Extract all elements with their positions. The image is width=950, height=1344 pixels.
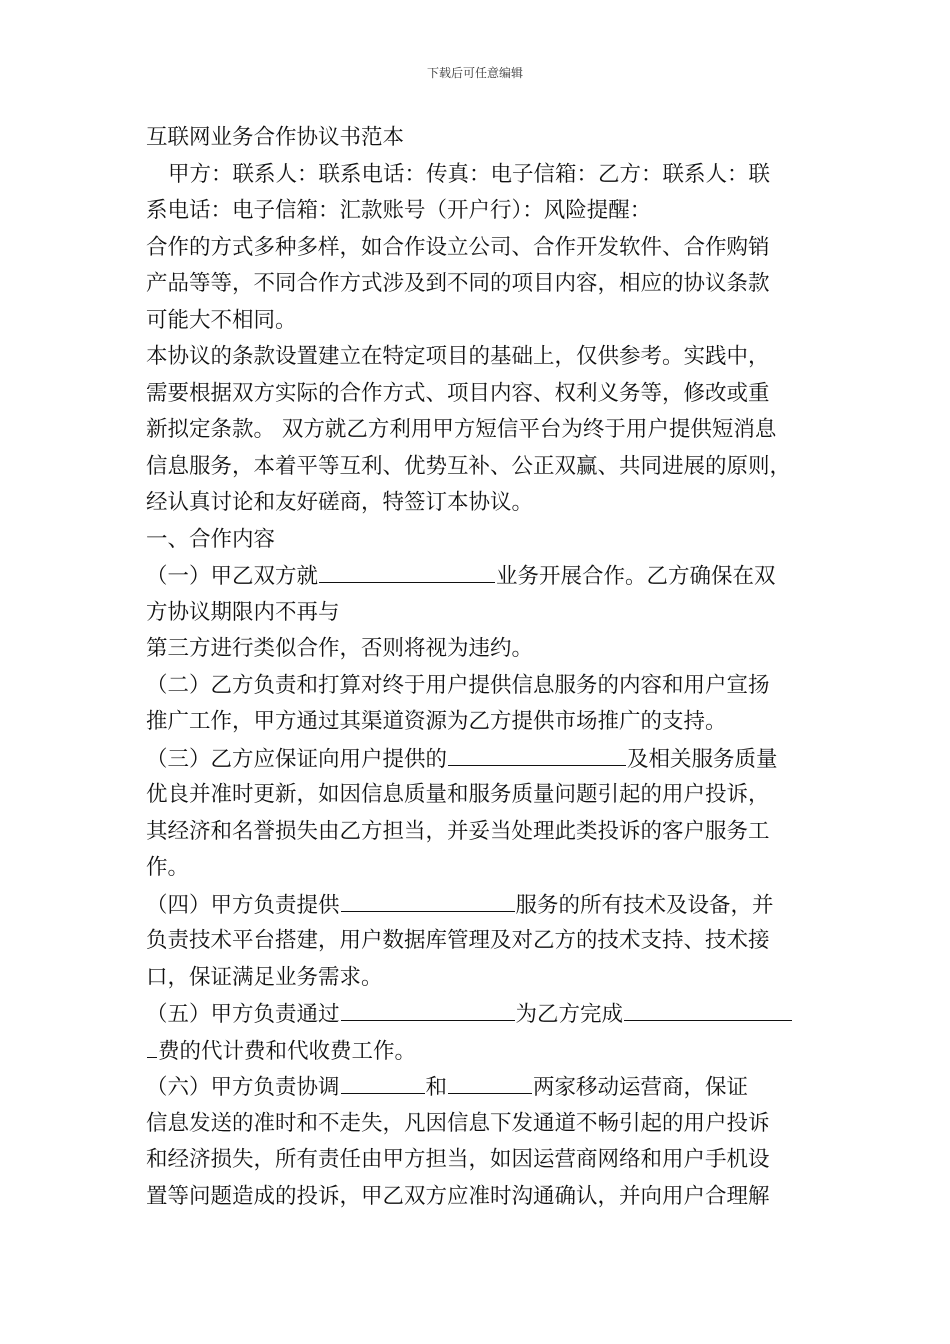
paragraph-line: 口，保证满足业务需求。	[146, 964, 383, 990]
paragraph-line: 优良并准时更新，如因信息质量和服务质量问题引起的用户投诉，	[146, 782, 770, 807]
clause-3-line	[146, 741, 811, 778]
fill-in-blank	[341, 887, 515, 912]
clause-1-line	[146, 558, 811, 595]
fill-in-blank	[341, 996, 515, 1021]
clause-6-line	[146, 1069, 811, 1106]
clause-text: 和	[425, 1075, 448, 1100]
paragraph-line: 方协议期限内不再与	[146, 599, 340, 625]
paragraph-line: 甲方：联系人：联系电话：传真：电子信箱：乙方：联系人：联	[168, 161, 771, 187]
document-body	[146, 120, 811, 1215]
document-title: 互联网业务合作协议书范本	[146, 125, 405, 150]
clause-text: 费的代计费和代收费工作。	[158, 1038, 417, 1064]
paragraph-line: 其经济和名誉损失由乙方担当，并妥当处理此类投诉的客户服务工	[146, 818, 770, 844]
paragraph-line: 作。	[146, 855, 190, 880]
paragraph-line: 本协议的条款设置建立在特定项目的基础上，仅供参考。实践中，	[146, 344, 770, 369]
clause-5-line	[146, 996, 811, 1033]
fill-in-blank	[448, 1069, 532, 1094]
paragraph-line: 新拟定条款。 双方就乙方利用甲方短信平台为终于用户提供短消息	[146, 417, 777, 442]
clause-text: 两家移动运营商，保证	[533, 1075, 749, 1100]
clause-text: （五）甲方负责通过	[146, 1002, 340, 1027]
clause-text: 及相关服务质量	[627, 746, 778, 772]
fill-in-blank	[319, 558, 495, 583]
paragraph-line: 信息服务，本着平等互利、优势互补、公正双赢、共同进展的原则，	[146, 453, 792, 479]
paragraph-line: 可能大不相同。	[146, 307, 297, 333]
fill-in-blank	[147, 1033, 157, 1058]
clause-2-line: （二）乙方负责和打算对终于用户提供信息服务的内容和用户宣扬	[146, 672, 770, 698]
clause-4-line	[146, 887, 811, 924]
clause-text: （四）甲方负责提供	[146, 892, 340, 918]
paragraph-line: 经认真讨论和友好磋商，特签订本协议。	[146, 490, 534, 515]
paragraph-line: 负责技术平台搭建，用户数据库管理及对乙方的技术支持、技术接	[146, 928, 770, 953]
fill-in-blank	[341, 1069, 425, 1094]
clause-text: 为乙方完成	[515, 1002, 624, 1027]
paragraph-line	[146, 1033, 811, 1070]
paragraph-line: 需要根据双方实际的合作方式、项目内容、权利义务等，修改或重	[146, 380, 770, 406]
paragraph-line: 产品等等，不同合作方式涉及到不同的项目内容，相应的协议条款	[146, 271, 770, 296]
fill-in-blank	[624, 996, 792, 1021]
section-heading: 一、合作内容	[146, 526, 276, 552]
clause-text: （一）甲乙双方就	[146, 564, 319, 589]
paragraph-line: 第三方进行类似合作，否则将视为违约。	[146, 636, 534, 661]
paragraph-line: 推广工作，甲方通过其渠道资源为乙方提供市场推广的支持。	[146, 709, 727, 734]
clause-text: （六）甲方负责协调	[146, 1075, 340, 1100]
clause-text: 服务的所有技术及设备，并	[515, 892, 774, 918]
clause-text: （三）乙方应保证向用户提供的	[146, 746, 448, 772]
paragraph-line: 置等问题造成的投诉，甲乙双方应准时沟通确认，并向用户合理解	[146, 1183, 770, 1209]
clause-text: 业务开展合作。乙方确保在双	[496, 564, 776, 589]
paragraph-line: 信息发送的准时和不走失，凡因信息下发通道不畅引起的用户投诉	[146, 1110, 770, 1136]
paragraph-line: 和经济损失，所有责任由甲方担当，如因运营商网络和用户手机设	[146, 1147, 770, 1172]
fill-in-blank	[448, 741, 626, 766]
header-note: 下载后可任意编辑	[426, 66, 523, 80]
paragraph-line: 系电话：电子信箱：汇款账号（开户行）：风险提醒：	[146, 198, 652, 223]
paragraph-line: 合作的方式多种多样，如合作设立公司、合作开发软件、合作购销	[146, 234, 770, 260]
